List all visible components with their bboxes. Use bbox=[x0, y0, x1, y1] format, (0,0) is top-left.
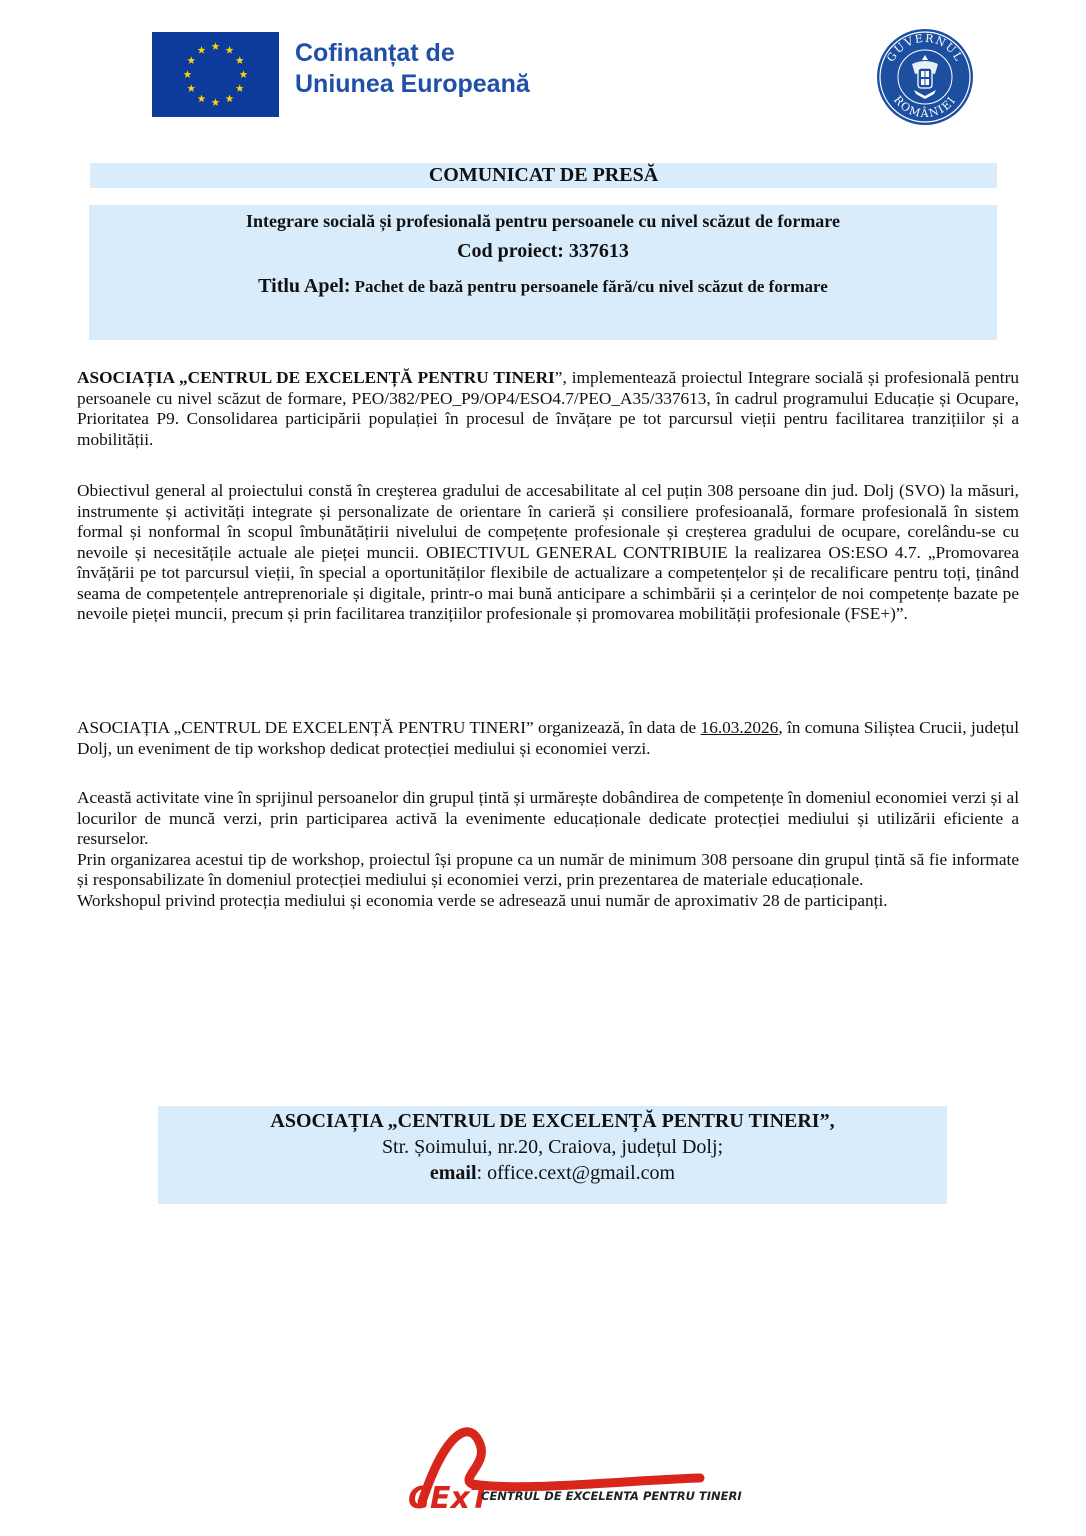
eu-star-icon bbox=[198, 95, 206, 103]
eu-star-icon bbox=[240, 70, 248, 78]
participants-text: Workshopul privind protecția mediului și economia verde se adresează unui număr de aproximativ 28 de participanți. bbox=[77, 890, 888, 910]
project-code: Cod proiect: 337613 bbox=[457, 240, 629, 262]
contact-address: Str. Șoimului, nr.20, Craiova, județul Dolj; bbox=[381, 1136, 724, 1158]
email-label: email bbox=[429, 1162, 477, 1184]
email-address[interactable]: : office.cext@gmail.com bbox=[476, 1162, 676, 1184]
intro-text: ”, implementează proiectul Integrare socială și profesională pentru persoanele cu nivel scăzut de formare, PEO/382/PEO_P9/OP4/ESO4.7/PEO_A35/337613, în cadrul programului Educație și Ocupare, Prioritatea P9. Consolidarea participării populației în procesul de învățare pe tot parcursul vieții pentru facilitarea tranzițiilor și a mobilității. bbox=[77, 368, 1020, 449]
contact-email-line bbox=[158, 1160, 947, 1186]
eu-stars-icon bbox=[152, 32, 279, 117]
event-text-start: ASOCIAȚIA „CENTRUL DE EXCELENȚĂ PENTRU TINERI” organizează, în data de bbox=[77, 718, 701, 737]
call-title-line bbox=[89, 275, 997, 298]
seal-bottom-text: ROMÂNIEI bbox=[891, 93, 959, 121]
paragraph-intro bbox=[77, 368, 1019, 450]
call-title: Pachet de bază pentru persoanele fără/cu nivel scăzut de formare bbox=[354, 277, 828, 296]
eu-star-icon bbox=[212, 42, 220, 50]
eu-star-icon bbox=[184, 70, 192, 78]
call-label: Titlu Apel: bbox=[258, 275, 351, 297]
workshop-goal-text: Prin organizarea acestui tip de workshop, proiectul își propune ca un număr de minimum 308 persoane din grupul țintă să fie informate și responsabilizate în domeniul protecției mediului și economiei verzi, prin prezentarea de materiale educaționale. bbox=[77, 849, 1019, 889]
eu-star-icon bbox=[236, 56, 244, 64]
contact-box bbox=[158, 1106, 947, 1204]
page-title: COMUNICAT DE PRESĂ bbox=[90, 163, 997, 188]
project-name: Integrare socială și profesională pentru persoanele cu nivel scăzut de formare bbox=[246, 211, 840, 231]
eu-star-icon bbox=[198, 46, 206, 54]
logo-mark-text: CExT bbox=[408, 1481, 491, 1512]
eu-star-icon bbox=[187, 84, 195, 92]
eu-star-icon bbox=[187, 56, 195, 64]
contact-organization: ASOCIAȚIA „CENTRUL DE EXCELENȚĂ PENTRU TINERI”, bbox=[270, 1110, 835, 1132]
paragraph-objective: Obiectivul general al proiectului constă în creşterea gradului de accesabilitate al cel puțin 308 persoane din jud. Dolj (SVO) la măsuri, instrumente și activități integrate și personalizate de orientare în carieră și consiliere profesioanală, formare profesională în sistem formal și nonformal în scopul îmbunătățirii nivelului de compețente profesionale și creșterea gradului de ocupare, corelându-se cu nevoile și necesitățile actuale ale pieței muncii. OBIECTIVUL GENERAL CONTRIBUIE la realizarea OS:ESO 4.7. „Promovarea învățării pe tot parcursul vieții, în special a oportunităților flexibile de actualizare a competențelor și de recalificare pentru toți, ținând seama de competențele antreprenoriale și digitale, printr-o mai bună anticipare a schimbării și a cerințelor de noi competențe bazate pe nevoile pieței muncii, precum și prin facilitarea tranzițiilor profesionale și promovarea mobilității profesionale (FSE+)”. bbox=[77, 481, 1019, 623]
eu-text-line2: Uniunea Europeană bbox=[295, 70, 530, 98]
event-date: 16.03.2026 bbox=[700, 718, 779, 737]
activity-text: Această activitate vine în sprijinul persoanelor din grupul țintă și urmărește dobândirea de competențe în domeniul economiei verzi și al locurilor de muncă verzi, prin participarea activă la evenimente educaționale dedicate protecției mediului și utilizării eficiente a resurselor. bbox=[77, 788, 1019, 848]
eu-cofinancing-text bbox=[295, 38, 530, 100]
paragraph-activity bbox=[77, 788, 1019, 911]
eu-text-line1: Cofinanțat de bbox=[295, 39, 455, 67]
project-info-box bbox=[89, 205, 997, 340]
eu-flag-logo bbox=[152, 32, 279, 117]
paragraph-event bbox=[77, 718, 1019, 759]
organization-name: ASOCIAȚIA „CENTRUL DE EXCELENȚĂ PENTRU TINERI bbox=[77, 368, 555, 387]
eu-star-icon bbox=[236, 84, 244, 92]
cext-logo bbox=[400, 1422, 742, 1512]
event-text-end: , în comuna Siliștea Crucii, județul Dolj, un eveniment de tip workshop dedicat protecției mediului și economiei verzi. bbox=[77, 718, 1019, 758]
eu-star-icon bbox=[226, 95, 234, 103]
seal-top-text: GUVERNUL bbox=[884, 31, 966, 65]
eu-star-icon bbox=[226, 46, 234, 54]
logo-caption: CENTRUL DE EXCELENTA PENTRU TINERI bbox=[481, 1489, 742, 1503]
eu-star-icon bbox=[212, 98, 220, 106]
government-seal-logo bbox=[876, 28, 974, 126]
